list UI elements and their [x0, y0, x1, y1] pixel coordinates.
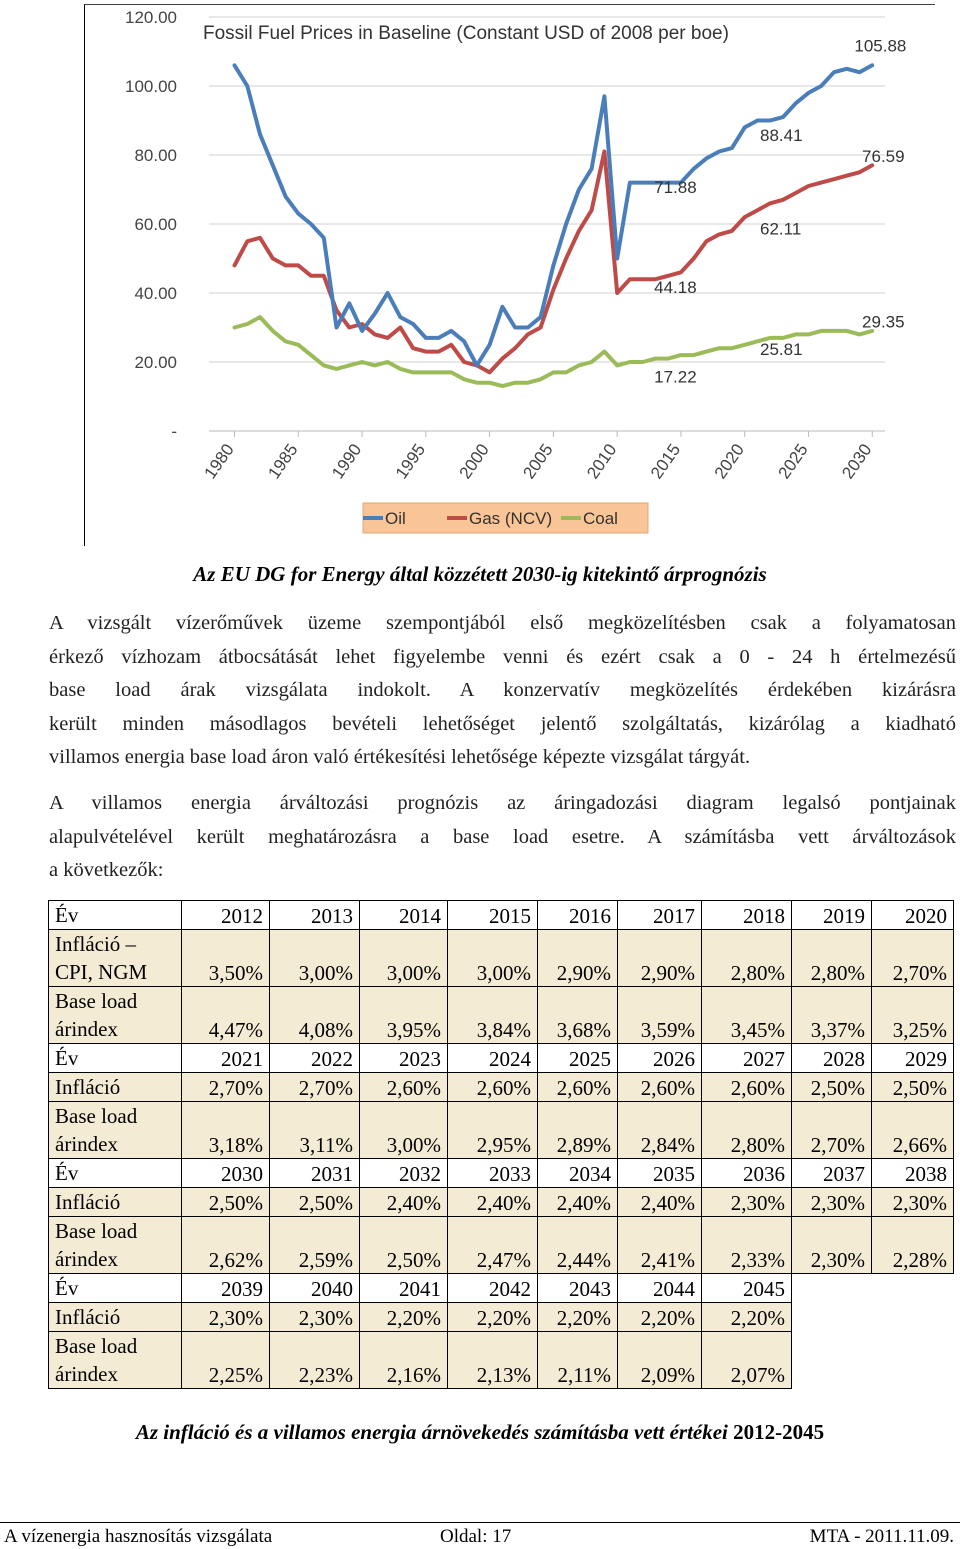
table-cell-inflation: 2,50%: [182, 1188, 270, 1217]
table-cell-year: 2025: [538, 1044, 618, 1073]
table-cell-inflation: 2,30%: [792, 1188, 872, 1217]
table-cell-base-load: 3,00%: [360, 1102, 448, 1159]
table-cell-year: 2031: [270, 1159, 360, 1188]
table-row-inflation: [49, 1073, 954, 1102]
table-cell-base-load: 2,44%: [538, 1217, 618, 1274]
table-cell-inflation: 2,40%: [538, 1188, 618, 1217]
table-cell-year: 2037: [792, 1159, 872, 1188]
x-tick-label: 2010: [583, 440, 621, 483]
table-cell-base-load: 2,30%: [792, 1217, 872, 1274]
table-cell-year: 2012: [182, 901, 270, 930]
data-label: 25.81: [760, 340, 803, 360]
table-cell-year: 2033: [448, 1159, 538, 1188]
table-cell-inflation: 3,00%: [448, 930, 538, 987]
footer-right: MTA - 2011.11.09.: [809, 1526, 954, 1547]
row-label-line: Base load: [55, 1104, 138, 1128]
row-label-base-load: [49, 1217, 182, 1274]
row-label-line: CPI, NGM: [55, 960, 148, 984]
table-cell-inflation: 2,50%: [270, 1188, 360, 1217]
table-cell-base-load: 2,11%: [538, 1332, 618, 1389]
table-row-base-load: [49, 1217, 954, 1274]
row-label-line: Base load: [55, 1219, 138, 1243]
table-cell-inflation: 2,20%: [448, 1303, 538, 1332]
table-cell-inflation: 2,80%: [702, 930, 792, 987]
table-cell-base-load: 2,47%: [448, 1217, 538, 1274]
table-cell-year: 2036: [702, 1159, 792, 1188]
table-cell-year: 2032: [360, 1159, 448, 1188]
table-cell-empty: [872, 1303, 954, 1332]
footer-left: A vízenergia hasznosítás vizsgálata: [4, 1526, 273, 1547]
table-cell-base-load: 2,07%: [702, 1332, 792, 1389]
table-cell-inflation: 2,60%: [360, 1073, 448, 1102]
table-row-base-load: [49, 987, 954, 1044]
table-cell-base-load: 2,66%: [872, 1102, 954, 1159]
row-label-line: árindex: [55, 1362, 118, 1386]
table-cell-base-load: 2,23%: [270, 1332, 360, 1389]
table-caption-italic: Az infláció és a villamos energia árnövekedés számításba vett értékei: [135, 1420, 728, 1444]
row-label-line: Infláció –: [55, 932, 137, 956]
inflation-price-table: [48, 900, 954, 1389]
legend-label: Gas (NCV): [469, 509, 553, 528]
table-cell-inflation: 2,30%: [702, 1188, 792, 1217]
footer-rule: [0, 1522, 960, 1523]
table-cell-year: 2035: [618, 1159, 702, 1188]
row-label-base-load: [49, 1102, 182, 1159]
table-row-years: [49, 1159, 954, 1188]
table-row-years: [49, 901, 954, 930]
table-cell-inflation: 3,00%: [270, 930, 360, 987]
x-tick-label: 1985: [264, 440, 302, 483]
table-row-inflation: [49, 930, 954, 987]
table-cell-year: 2039: [182, 1274, 270, 1303]
table-cell-year: 2017: [618, 901, 702, 930]
table-cell-inflation: 2,70%: [872, 930, 954, 987]
table-caption-range: 2012-2045: [727, 1420, 825, 1444]
data-label: 62.11: [760, 219, 802, 239]
table-cell-inflation: 2,20%: [702, 1303, 792, 1332]
row-label-base-load: [49, 987, 182, 1044]
table-row-inflation: [49, 1188, 954, 1217]
table-row-inflation: [49, 1303, 954, 1332]
footer-page-number: Oldal: 17: [440, 1526, 512, 1547]
x-tick-label: 2015: [646, 440, 685, 483]
table-caption: [0, 1420, 960, 1445]
data-label: 29.35: [862, 312, 905, 332]
paragraph-1: [49, 607, 956, 775]
table-cell-empty: [792, 1332, 872, 1389]
y-tick-label: 120.00: [125, 8, 177, 27]
x-tick-label: 1990: [328, 440, 366, 483]
row-label-year: Év: [49, 1274, 182, 1303]
x-tick-label: 1995: [391, 440, 430, 483]
table-cell-base-load: 2,59%: [270, 1217, 360, 1274]
x-tick-label: 1980: [200, 440, 238, 483]
row-label-inflation: [49, 1303, 182, 1332]
table-cell-inflation: 2,60%: [618, 1073, 702, 1102]
table-cell-base-load: 2,80%: [702, 1102, 792, 1159]
table-cell-base-load: 2,33%: [702, 1217, 792, 1274]
row-label-line: árindex: [55, 1017, 118, 1041]
table-cell-base-load: 3,59%: [618, 987, 702, 1044]
y-tick-label: 80.00: [134, 146, 177, 165]
table-cell-base-load: 2,50%: [360, 1217, 448, 1274]
row-label-line: Infláció: [55, 1190, 121, 1214]
table-cell-inflation: 2,20%: [538, 1303, 618, 1332]
table-row-years: [49, 1044, 954, 1073]
chart-title: Fossil Fuel Prices in Baseline (Constant USD of 2008 per boe): [203, 23, 729, 44]
row-label-inflation: [49, 1188, 182, 1217]
paragraph-line: A vizsgált vízerőművek üzeme szempontjából első megközelítésben csak a folyamatosan: [49, 612, 956, 634]
data-label: 71.88: [654, 177, 697, 197]
row-label-line: Base load: [55, 1334, 138, 1358]
row-label-line: árindex: [55, 1247, 118, 1271]
table-cell-inflation: 2,90%: [618, 930, 702, 987]
table-cell-year: 2014: [360, 901, 448, 930]
x-tick-label: 2000: [455, 440, 493, 483]
price-chart-svg: [85, 5, 936, 547]
x-tick-label: 2025: [774, 440, 812, 483]
table-cell-inflation: 2,40%: [360, 1188, 448, 1217]
table-cell-year: 2024: [448, 1044, 538, 1073]
table-cell-inflation: 3,00%: [360, 930, 448, 987]
row-label-line: Base load: [55, 989, 138, 1013]
table-cell-inflation: 2,30%: [270, 1303, 360, 1332]
table-cell-year: 2034: [538, 1159, 618, 1188]
x-tick-label: 2030: [838, 440, 876, 483]
table-cell-base-load: 2,41%: [618, 1217, 702, 1274]
table-cell-base-load: 2,13%: [448, 1332, 538, 1389]
paragraph-line: villamos energia base load áron való értékesítési lehetősége képezte vizsgálat tárgyát.: [49, 746, 751, 768]
paragraph-line: base load árak vizsgálata indokolt. A konzervatív megközelítés érdekében kizárásra: [49, 679, 956, 701]
paragraph-line: A villamos energia árváltozási prognózis az áringadozási diagram legalsó pontjainak: [49, 792, 956, 814]
table-cell-year: 2045: [702, 1274, 792, 1303]
row-label-inflation: [49, 930, 182, 987]
table-cell-year: 2018: [702, 901, 792, 930]
data-label: 44.18: [654, 278, 697, 297]
figure-caption: Az EU DG for Energy által közzétett 2030-ig kitekintő árprognózis: [193, 562, 767, 586]
y-tick-label: 40.00: [134, 284, 177, 303]
table-cell-year: 2013: [270, 901, 360, 930]
row-label-year: Év: [49, 1159, 182, 1188]
table-cell-base-load: 2,28%: [872, 1217, 954, 1274]
table-cell-year: 2041: [360, 1274, 448, 1303]
paragraph-line: került minden másodlagos bevételi lehetőséget jelentő szolgáltatás, kizárólag a kiadható: [49, 712, 956, 735]
table-cell-inflation: 2,30%: [872, 1188, 954, 1217]
table-cell-inflation: 2,70%: [182, 1073, 270, 1102]
table-cell-year: 2044: [618, 1274, 702, 1303]
table-cell-year: 2028: [792, 1044, 872, 1073]
table-cell-inflation: 2,40%: [448, 1188, 538, 1217]
row-label-year: Év: [49, 901, 182, 930]
table-cell-inflation: 2,50%: [792, 1073, 872, 1102]
table-cell-year: 2038: [872, 1159, 954, 1188]
table-row-years: [49, 1274, 954, 1303]
table-cell-year: 2040: [270, 1274, 360, 1303]
data-label: 76.59: [862, 146, 905, 166]
paragraph-line: alapulvételével került meghatározásra a base load esetre. A számításba vett árváltozások: [49, 825, 956, 848]
table-cell-base-load: 3,68%: [538, 987, 618, 1044]
row-label-inflation: [49, 1073, 182, 1102]
table-cell-inflation: 2,20%: [360, 1303, 448, 1332]
table-cell-base-load: 3,25%: [872, 987, 954, 1044]
table-cell-inflation: 2,20%: [618, 1303, 702, 1332]
table-cell-inflation: 2,60%: [448, 1073, 538, 1102]
table-cell-year: 2016: [538, 901, 618, 930]
price-chart: [84, 4, 935, 546]
table-cell-base-load: 2,62%: [182, 1217, 270, 1274]
table-cell-base-load: 4,47%: [182, 987, 270, 1044]
table-cell-year: 2022: [270, 1044, 360, 1073]
table-cell-base-load: 2,25%: [182, 1332, 270, 1389]
table-cell-inflation: 2,40%: [618, 1188, 702, 1217]
table-row-base-load: [49, 1332, 954, 1389]
table-cell-base-load: 3,11%: [270, 1102, 360, 1159]
legend-label: Coal: [583, 509, 618, 528]
y-tick-label: -: [171, 422, 177, 441]
table-cell-base-load: 3,37%: [792, 987, 872, 1044]
row-label-line: árindex: [55, 1132, 118, 1156]
table-cell-year: 2027: [702, 1044, 792, 1073]
table-cell-year: 2020: [872, 901, 954, 930]
table-cell-inflation: 2,90%: [538, 930, 618, 987]
row-label-year: Év: [49, 1044, 182, 1073]
table-cell-inflation: 2,60%: [702, 1073, 792, 1102]
table-cell-inflation: 2,60%: [538, 1073, 618, 1102]
table-cell-base-load: 3,84%: [448, 987, 538, 1044]
legend-label: Oil: [385, 509, 406, 528]
table-cell-empty: [872, 1274, 954, 1303]
table-cell-empty: [872, 1332, 954, 1389]
table-cell-base-load: 2,89%: [538, 1102, 618, 1159]
table-cell-inflation: 2,50%: [872, 1073, 954, 1102]
row-label-base-load: [49, 1332, 182, 1389]
table-cell-year: 2042: [448, 1274, 538, 1303]
data-label: 105.88: [854, 36, 907, 56]
data-label: 17.22: [654, 367, 697, 387]
table-cell-year: 2019: [792, 901, 872, 930]
data-label: 88.41: [760, 126, 803, 146]
table-cell-empty: [792, 1303, 872, 1332]
table-cell-base-load: 2,95%: [448, 1102, 538, 1159]
paragraph-line: a következők:: [49, 859, 164, 881]
y-tick-label: 100.00: [125, 77, 177, 96]
table-cell-year: 2029: [872, 1044, 954, 1073]
table-cell-base-load: 3,95%: [360, 987, 448, 1044]
paragraph-2: [49, 787, 956, 888]
table-cell-inflation: 2,30%: [182, 1303, 270, 1332]
table-cell-inflation: 2,80%: [792, 930, 872, 987]
table-cell-base-load: 3,45%: [702, 987, 792, 1044]
table-cell-base-load: 2,84%: [618, 1102, 702, 1159]
x-tick-label: 2020: [710, 440, 748, 483]
table-cell-inflation: 3,50%: [182, 930, 270, 987]
table-cell-year: 2023: [360, 1044, 448, 1073]
row-label-line: Infláció: [55, 1305, 121, 1329]
table-cell-inflation: 2,70%: [270, 1073, 360, 1102]
series-line-oil: [235, 65, 873, 365]
table-cell-base-load: 2,16%: [360, 1332, 448, 1389]
row-label-line: Infláció: [55, 1075, 121, 1099]
table-cell-base-load: 4,08%: [270, 987, 360, 1044]
table-row-base-load: [49, 1102, 954, 1159]
y-tick-label: 20.00: [134, 353, 177, 372]
table-cell-year: 2030: [182, 1159, 270, 1188]
y-tick-label: 60.00: [134, 215, 177, 234]
table-cell-year: 2026: [618, 1044, 702, 1073]
table-cell-base-load: 3,18%: [182, 1102, 270, 1159]
paragraph-line: érkező vízhozam átbocsátását lehet figyelembe venni és ezért csak a 0 - 24 h értelmezésű: [49, 645, 956, 668]
x-tick-label: 2005: [519, 440, 557, 483]
table-cell-year: 2015: [448, 901, 538, 930]
table-cell-empty: [792, 1274, 872, 1303]
table-cell-base-load: 2,70%: [792, 1102, 872, 1159]
table-cell-year: 2043: [538, 1274, 618, 1303]
table-cell-year: 2021: [182, 1044, 270, 1073]
table-cell-base-load: 2,09%: [618, 1332, 702, 1389]
